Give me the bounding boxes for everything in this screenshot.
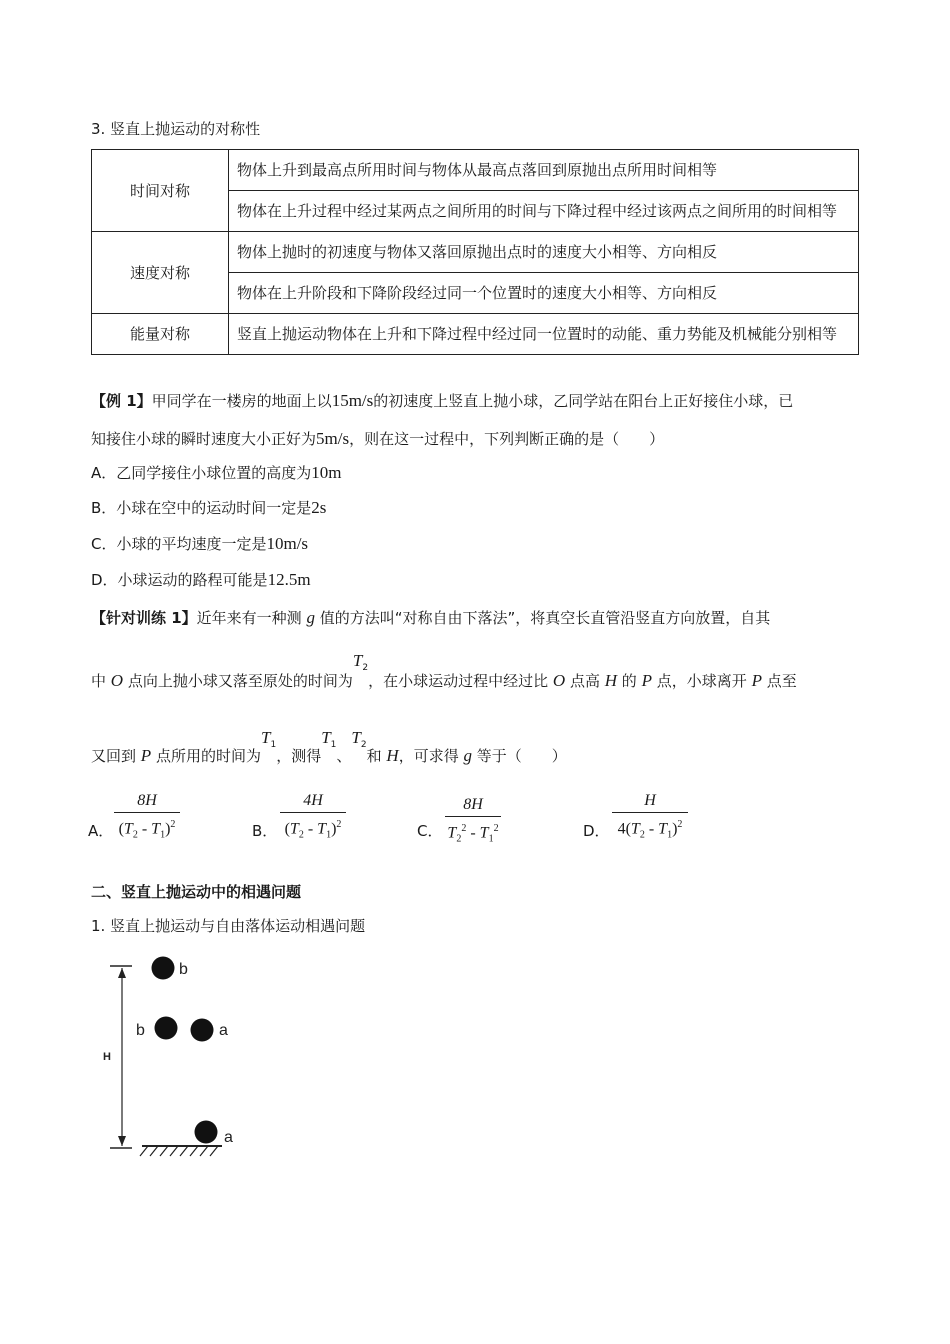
symmetry-table (91, 149, 859, 355)
ball-b-mid (155, 1017, 178, 1040)
option-value: 10m (311, 463, 342, 482)
symbol-t: T (260, 728, 271, 747)
symbol-t2 (351, 728, 366, 750)
fraction-bar (280, 812, 346, 813)
training-text: 又回到 (91, 747, 137, 765)
table-cell: 物体在上升阶段和下降阶段经过同一个位置时的速度大小相等、方向相反 (229, 273, 859, 314)
fraction-bar (114, 812, 180, 813)
training-text: 的 (621, 672, 637, 690)
training-option-c-label: C． (417, 822, 443, 840)
training-text: ，测得 (276, 747, 322, 765)
training-text: 和 (366, 747, 382, 765)
option-label: C．小球的平均速度一定是 (91, 535, 267, 553)
training-text: 中 (91, 672, 107, 690)
height-label: H (103, 1051, 111, 1063)
ball-label: a (219, 1022, 228, 1039)
example-text: 的初速度上竖直上抛小球，乙同学站在阳台上正好接住小球，已 (373, 392, 794, 410)
ground-hatch (140, 1146, 218, 1156)
symbol-o: O (110, 671, 124, 690)
option-label: B．小球在空中的运动时间一定是 (91, 499, 312, 517)
training-text: 值的方法叫“对称自由下落法”，将真空长直管沿竖直方向放置，自其 (319, 609, 771, 627)
option-value: 10m/s (266, 534, 309, 553)
symbol-p: P (751, 671, 762, 690)
fraction-numerator: 8H (137, 792, 157, 809)
training-1-line-3 (91, 728, 567, 768)
training-option-b-label: B． (252, 822, 278, 840)
fraction-numerator: H (644, 792, 656, 809)
table-category: 速度对称 (92, 232, 229, 314)
subsection-title: 1. 竖直上抛运动与自由落体运动相遇问题 (91, 917, 366, 935)
example-1-line-1 (91, 390, 793, 411)
catch-speed: 5m/s (316, 429, 350, 448)
subscript: 2 (362, 663, 369, 673)
training-1-line-1 (91, 607, 770, 628)
arrow-up-icon (118, 968, 126, 978)
example-text: ，则在这一过程中，下列判断正确的是（ ） (349, 430, 665, 448)
table-cell: 竖直上抛运动物体在上升和下降过程中经过同一位置时的动能、重力势能及机械能分别相等 (229, 314, 859, 355)
table-row (92, 150, 859, 191)
table-cell: 物体上升到最高点所用时间与物体从最高点落回到原抛出点所用时间相等 (229, 150, 859, 191)
ball-b-top (152, 957, 175, 980)
symbol-t1 (261, 728, 276, 750)
example-1-line-2 (91, 428, 664, 449)
symbol-t: T (352, 651, 363, 670)
symbol-g: g (306, 608, 315, 627)
symbol-t1 (321, 728, 336, 750)
option-label: D．小球运动的路程可能是 (91, 571, 268, 589)
training-text: 点向上抛小球又落至原处的时间为 (127, 672, 353, 690)
option-label: A．乙同学接住小球位置的高度为 (91, 464, 312, 482)
training-text: 近年来有一种测 (196, 609, 302, 627)
symbol-t: T (351, 728, 361, 747)
fraction-option-a (114, 792, 180, 846)
symbol-t: T (321, 728, 331, 747)
training-option-a-label: A． (88, 822, 114, 840)
fraction-option-d (612, 792, 688, 846)
training-text: 点高 (569, 672, 600, 690)
training-tag: 【针对训练 1】 (91, 609, 197, 627)
fraction-numerator: 8H (463, 796, 483, 813)
ball-label: b (179, 961, 188, 978)
example-tag: 【例 1】 (91, 392, 152, 410)
example-text: 知接住小球的瞬时速度大小正好为 (91, 430, 317, 448)
ball-a-mid (191, 1019, 214, 1042)
subscript: 2 (360, 740, 367, 750)
fraction-denominator: $(T_2 - T_1)^2$ (118, 819, 176, 841)
section-heading: 二、竖直上抛运动中的相遇问题 (91, 883, 302, 901)
option-d (91, 569, 311, 590)
symbol-h: H (386, 746, 399, 765)
fraction-bar (612, 812, 688, 813)
training-1-line-2 (91, 651, 797, 693)
training-text: ，在小球运动过程中经过比 (368, 672, 549, 690)
option-b (91, 497, 326, 518)
subscript: 1 (270, 740, 277, 750)
training-option-d-label: D． (583, 822, 610, 840)
training-text: 点所用的时间为 (155, 747, 261, 765)
example-text: 甲同学在一楼房的地面上以 (151, 392, 332, 410)
symbol-h: H (604, 671, 618, 690)
training-text: 点，小球离开 (656, 672, 747, 690)
fraction-denominator: $4(T_2 - T_1)^2$ (617, 819, 683, 841)
table-row (92, 232, 859, 273)
symbol-o: O (552, 671, 566, 690)
option-a (91, 462, 342, 483)
training-text: ，可求得 (398, 747, 459, 765)
fraction-option-b (280, 792, 346, 846)
fraction-option-c (445, 796, 501, 850)
table-cell: 物体上抛时的初速度与物体又落回原抛出点时的速度大小相等、方向相反 (229, 232, 859, 273)
ball-label: b (136, 1022, 145, 1039)
table-category: 能量对称 (92, 314, 229, 355)
symbol-p: P (641, 671, 652, 690)
subscript: 1 (330, 740, 337, 750)
table-category: 时间对称 (92, 150, 229, 232)
fraction-denominator: $(T_2 - T_1)^2$ (284, 819, 342, 841)
initial-speed: 15m/s (331, 391, 374, 410)
table-row (92, 314, 859, 355)
option-c (91, 533, 308, 554)
option-value: 12.5m (267, 570, 311, 589)
table-cell: 物体在上升过程中经过某两点之间所用的时间与下降过程中经过该两点之间所用的时间相等 (229, 191, 859, 232)
section-title: 3. 竖直上抛运动的对称性 (91, 120, 261, 138)
symbol-g: g (463, 746, 472, 765)
ball-a-ground (195, 1121, 218, 1144)
arrow-down-icon (118, 1136, 126, 1146)
fraction-denominator: $T_2^2 - T_1^2$ (447, 823, 499, 845)
symbol-t2 (353, 651, 368, 673)
training-text: 等于（ ） (476, 747, 567, 765)
option-value: 2s (311, 498, 327, 517)
ball-label: a (224, 1129, 233, 1146)
fraction-numerator: 4H (303, 792, 323, 809)
fraction-bar (445, 816, 501, 817)
meeting-figure (100, 952, 260, 1162)
training-text: 点至 (766, 672, 797, 690)
symbol-p: P (140, 746, 152, 765)
training-text: 、 (336, 747, 352, 765)
